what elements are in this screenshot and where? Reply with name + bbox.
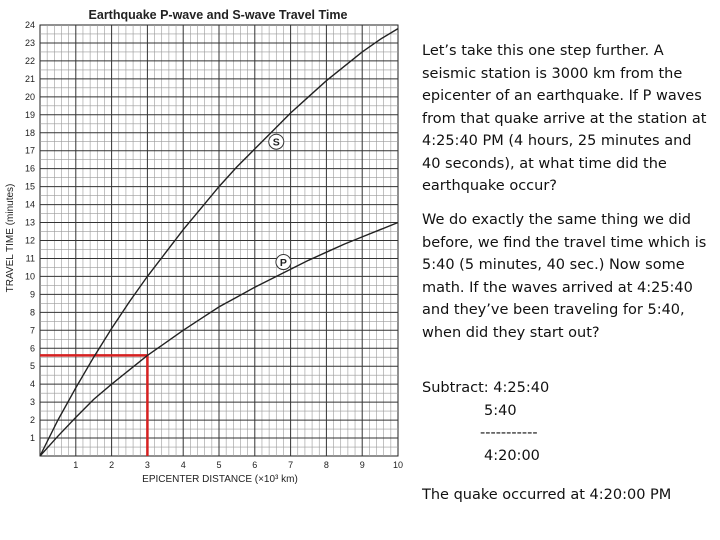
y-tick-label: 1 xyxy=(29,433,35,444)
x-tick-labels xyxy=(73,460,403,470)
subtraction-block xyxy=(422,377,714,467)
x-tick-label: 10 xyxy=(392,460,404,470)
y-tick-label: 5 xyxy=(29,361,35,372)
s-curve-label: S xyxy=(272,136,280,149)
y-tick-label: 2 xyxy=(29,415,35,426)
y-tick-label: 19 xyxy=(24,109,35,120)
y-tick-label: 21 xyxy=(24,73,35,84)
y-tick-label: 20 xyxy=(24,91,35,102)
y-tick-label: 16 xyxy=(24,163,35,174)
x-tick-label: 4 xyxy=(180,460,186,470)
y-tick-label: 12 xyxy=(24,235,35,246)
y-tick-label: 6 xyxy=(29,343,35,354)
x-tick-label: 3 xyxy=(144,460,150,470)
y-tick-label: 22 xyxy=(24,55,35,66)
y-tick-label: 24 xyxy=(24,20,35,30)
chart-title: Earthquake P-wave and S-wave Travel Time xyxy=(88,8,348,22)
x-tick-label: 1 xyxy=(73,460,79,470)
y-tick-label: 3 xyxy=(29,397,35,408)
y-tick-label: 8 xyxy=(29,307,35,318)
y-tick-label: 4 xyxy=(29,379,35,390)
y-tick-label: 15 xyxy=(24,181,35,192)
y-tick-label: 13 xyxy=(24,217,35,228)
y-axis-label: TRAVEL TIME (minutes) xyxy=(5,183,16,293)
x-tick-label: 7 xyxy=(288,460,294,470)
x-tick-label: 5 xyxy=(216,460,222,470)
x-tick-label: 6 xyxy=(252,460,258,470)
x-tick-label: 9 xyxy=(359,460,365,470)
x-axis-label: EPICENTER DISTANCE (×10³ km) xyxy=(142,474,298,485)
y-tick-label: 7 xyxy=(29,325,35,336)
subtraction-line-2: 5:40 xyxy=(484,402,517,419)
y-tick-label: 17 xyxy=(24,145,35,156)
y-tick-label: 14 xyxy=(24,199,35,210)
y-tick-label: 11 xyxy=(25,253,35,264)
y-tick-label: 10 xyxy=(24,271,35,282)
y-tick-label: 18 xyxy=(24,127,35,138)
subtraction-line-1: Subtract: 4:25:40 xyxy=(422,380,550,396)
x-tick-label: 2 xyxy=(109,460,115,470)
subtraction-rule: ----------- xyxy=(480,425,538,441)
subtraction-result: 4:20:00 xyxy=(484,447,540,464)
x-tick-label: 8 xyxy=(323,460,329,470)
p-curve-label: P xyxy=(279,257,287,270)
explanation-paragraph: We do exactly the same thing we did before, we find the travel time which is 5:40 (5 minutes, 40 sec.) Now some math. If the waves arrived at 4:25:40 and they’ve been traveling for 5:40, when did they start out? xyxy=(422,212,707,341)
conclusion-text: The quake occurred at 4:20:00 PM xyxy=(422,487,672,503)
y-tick-label: 23 xyxy=(24,37,35,48)
y-tick-label: 9 xyxy=(29,289,35,300)
y-tick-labels xyxy=(25,20,35,443)
question-paragraph: Let’s take this one step further. A seismic station is 3000 km from the epicenter of an earthquake. If P waves from that quake arrive at the station at 4:25:40 PM (4 hours, 25 minutes and 40 seconds), at what time did the earthquake occur? xyxy=(422,43,707,194)
